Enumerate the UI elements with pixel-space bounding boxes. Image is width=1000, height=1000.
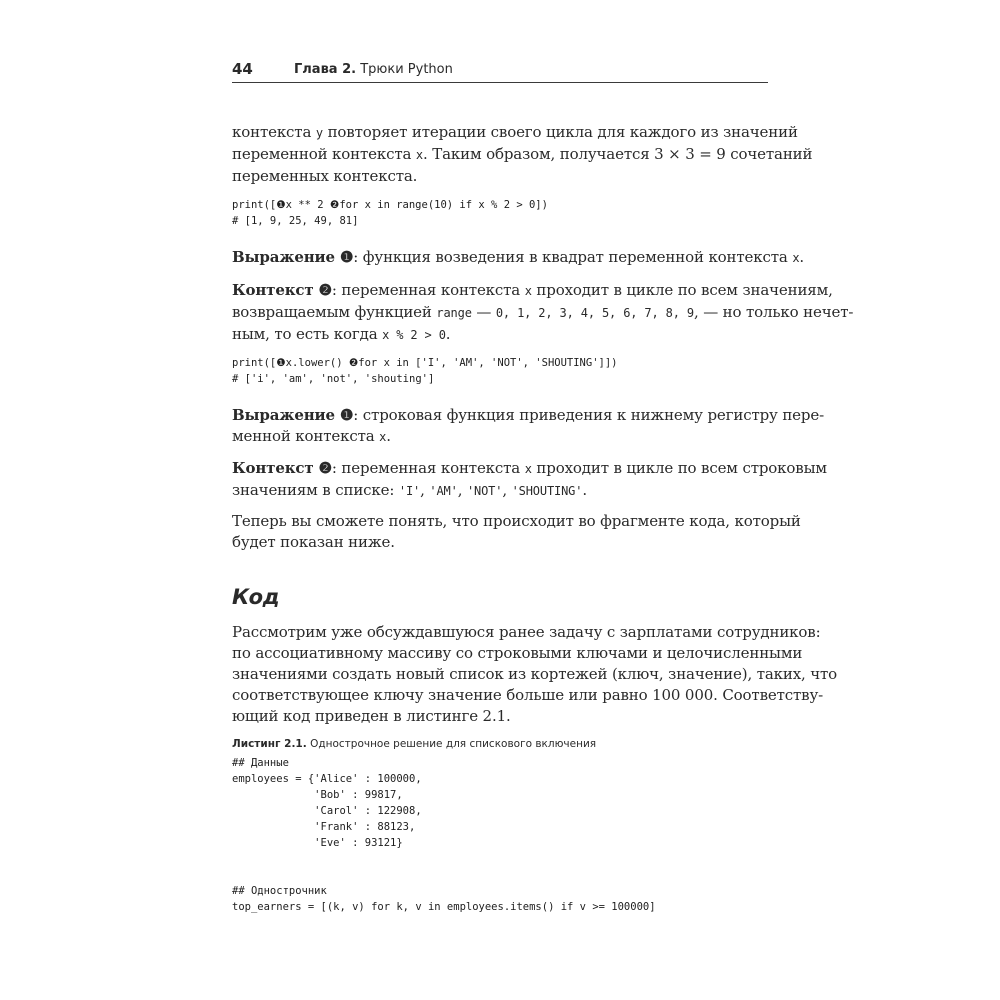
code-block-1 — [232, 197, 548, 229]
text: : строковая функция приведения к нижнему регистру пере- — [353, 406, 825, 424]
term-label: Выражение ❶ — [232, 406, 354, 424]
inline-code: 0, 1, 2, 3, 4, 5, 6, 7, 8, 9 — [495, 306, 694, 320]
code-line: 'Bob' : 99817, — [232, 789, 403, 801]
inline-code: x — [792, 251, 800, 265]
listing-code — [232, 755, 656, 915]
text: . — [799, 248, 805, 266]
text: значениям в списке: — [232, 481, 399, 499]
expression-2-paragraph — [232, 405, 825, 448]
text: ным, то есть когда — [232, 325, 383, 343]
text: значениями создать новый список из кортежей (ключ, значение), таких, что — [232, 665, 838, 683]
text: — — [471, 303, 496, 321]
term-label: Контекст ❷ — [232, 281, 332, 299]
chapter-name: Трюки Python — [360, 62, 453, 77]
context-1-paragraph — [232, 280, 854, 346]
inline-code: x — [379, 430, 387, 444]
text: . — [582, 481, 587, 499]
inline-code: x — [415, 148, 423, 162]
code-line: top_earners = [(k, v) for k, v in employees.items() if v >= 100000] — [232, 901, 656, 913]
body-paragraph — [232, 622, 838, 727]
text: по ассоциативному массиву со строковыми ключами и целочисленными — [232, 644, 803, 662]
inline-code: 'I' — [398, 484, 421, 498]
text: проходит в цикле по всем значениям, — [531, 281, 833, 299]
code-line: print([❶x ** 2 ❷for x in range(10) if x % 2 > 0]) — [232, 199, 548, 211]
inline-code: 'AM' — [429, 484, 458, 498]
inline-code: x — [524, 284, 532, 298]
text: , — но только нечет- — [693, 303, 854, 321]
text: , — [457, 481, 467, 499]
listing-title: Однострочное решение для спискового включения — [306, 738, 597, 750]
code-line: print([❶x.lower() ❷for x in ['I', 'AM', 'NOT', 'SHOUTING']]) — [232, 357, 618, 369]
code-line: employees = {'Alice' : 100000, — [232, 773, 422, 785]
text: . — [386, 427, 391, 445]
code-line: # ['i', 'am', 'not', 'shouting'] — [232, 373, 435, 385]
text: , — [420, 481, 430, 499]
term-label: Контекст ❷ — [232, 459, 332, 477]
running-header — [232, 60, 768, 83]
section-heading: Код — [232, 585, 280, 609]
inline-code: 'SHOUTING' — [511, 484, 583, 498]
transition-paragraph — [232, 511, 801, 553]
inline-code: y — [315, 126, 323, 140]
inline-code: x — [524, 462, 532, 476]
code-line: 'Frank' : 88123, — [232, 821, 416, 833]
text: менной контекста — [232, 427, 380, 445]
text: повторяет итерации своего цикла для каждого из значений — [322, 123, 798, 141]
text: ющий код приведен в листинге 2.1. — [232, 707, 511, 725]
text: : функция возведения в квадрат переменной контекста — [353, 248, 793, 266]
context-2-paragraph — [232, 458, 827, 502]
page-number: 44 — [232, 60, 253, 78]
text: : переменная контекста — [331, 459, 525, 477]
chapter-title — [294, 62, 453, 77]
code-line: 'Carol' : 122908, — [232, 805, 422, 817]
text: . Таким образом, получается 3 × 3 = 9 сочетаний — [422, 145, 813, 163]
text: . — [445, 325, 451, 343]
listing-caption — [232, 738, 596, 750]
text: : переменная контекста — [331, 281, 525, 299]
intro-paragraph — [232, 122, 813, 187]
text: будет показан ниже. — [232, 533, 395, 551]
listing-number: Листинг 2.1. — [232, 738, 307, 750]
code-line: 'Eve' : 93121} — [232, 837, 403, 849]
inline-code: range — [436, 306, 472, 320]
text: , — [502, 481, 512, 499]
term-label: Выражение ❶ — [232, 248, 354, 266]
code-line: # [1, 9, 25, 49, 81] — [232, 215, 359, 227]
code-line: ## Однострочник — [232, 885, 327, 897]
chapter-label: Глава 2. — [294, 62, 357, 77]
text: контекста — [232, 123, 316, 141]
text: переменных контекста. — [232, 167, 418, 185]
code-block-2 — [232, 355, 617, 387]
code-line: ## Данные — [232, 757, 289, 769]
text: возвращаемым функцией — [232, 303, 437, 321]
text: проходит в цикле по всем строковым — [531, 459, 827, 477]
text: соответствующее ключу значение больше или равно 100 000. Соответству- — [232, 686, 824, 704]
text: Теперь вы сможете понять, что происходит во фрагменте кода, который — [232, 512, 801, 530]
inline-code: 'NOT' — [466, 484, 503, 498]
expression-1-paragraph — [232, 247, 805, 269]
text: переменной контекста — [232, 145, 416, 163]
inline-code: x % 2 > 0 — [382, 328, 446, 342]
text: Рассмотрим уже обсуждавшуюся ранее задачу с зарплатами сотрудников: — [232, 623, 821, 641]
